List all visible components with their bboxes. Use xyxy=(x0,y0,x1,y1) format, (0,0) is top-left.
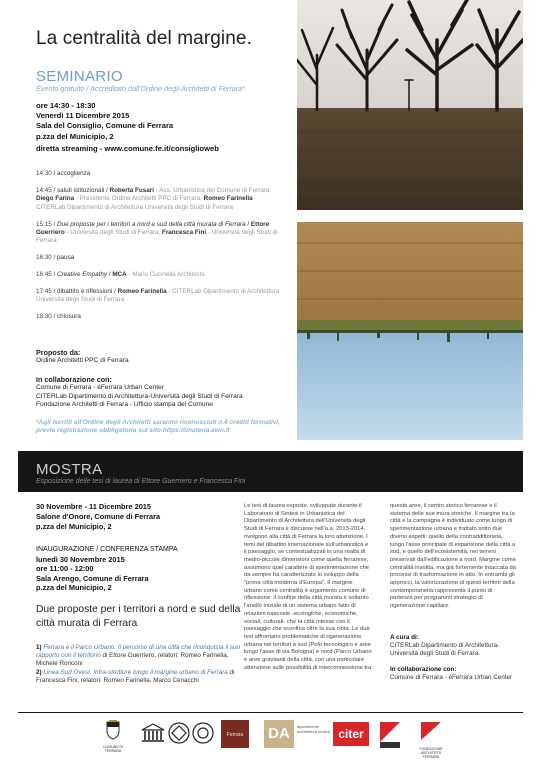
seminario-info xyxy=(36,101,173,142)
ordine-logo xyxy=(378,720,402,755)
program-item: 14:45 / saluti istituzionali / Roberta Fusari - Ass. Urbanistica del Comune di Ferrara, Diego Farina - Presidente Ordine Architetti PPC di Ferrara, Romeo Farinella - CITERLab Dipartimento di Architettura Università degli Studi di Ferrara xyxy=(36,186,272,211)
list-item: 1) Ferrara e il Parco Urbano. Il percorso di una città che riconquista il suo rapporto con il territorio di Ettore Guerriero, relatori: Romeo Farinella, Michele Ronconi xyxy=(36,644,241,668)
heritage-logo xyxy=(168,722,190,749)
da-logo: DA xyxy=(264,720,294,748)
crest-icon xyxy=(106,720,120,740)
proposto-block xyxy=(36,349,296,366)
logo-bar xyxy=(0,716,543,768)
seminario-date: Venerdì 11 Dicembre 2015 xyxy=(36,111,130,121)
ferrara-logo: Ferrara xyxy=(221,720,249,748)
program-item: 16:45 / Creative Empathy / MCA - Mario Cucinella Architects xyxy=(36,271,205,279)
citer-logo: citer xyxy=(333,722,369,746)
mostra-subtitle: Esposizione delle tesi di laurea di Ettore Guerriero e Francesca Fini xyxy=(36,478,246,485)
seminario-venue: Sala del Consiglio, Comune di Ferrara xyxy=(36,121,174,131)
list-item: 2) Linea Sud Ovest. Infra-strutture lungo il margine urbano di Ferrara di Francesca Fini, relatori: Romeo Farinella, Marco Cenacchi xyxy=(36,668,235,684)
program-item: 14:30 / accoglienza xyxy=(36,170,91,177)
mostra-heading: MOSTRA xyxy=(36,461,103,478)
description-column-1: Le tesi di laurea esposte, sviluppate durante il Laboratorio di Sintesi in Urbanistica del Dipartimento di Architettura dell'Università degli Studi di Ferrara e discusse nell'a.a. 2013-2014, rivolgono alla città di Ferrara la loro attenzione. I temi del dibattito internazionale sull'urbanistica e il paesaggio, se contestualizzati in una realtà di medio-piccole dimensioni come quella ferrarese, assumono quel carattere di sperimentazione che da sempre ha caratterizzato lo sviluppo della "prima città moderna d'Europa". Il margine urbano come centralità è argomento comune di riflessione: il confine della città murata è soltanto l'anello iniziale di un sistema urbano fatto di relazioni nascoste -ecologiche, economiche, sociali, culturali- che la città intesse con il paesaggio che sconfina oltre la sua cinta. Le due tesi affrontano problematiche di rigenerazione urbana nei territori a sud (Polo tecnologico e aree lungo l'asse di via Bologna) e nord (Parco Urbano e aree gravitanti della città, con una particolare attenzione sulle possibilità di interconnessione tra xyxy=(244,503,372,671)
comune-logo: COMUNE DI FERRARA xyxy=(98,720,128,753)
proposto-text: Ordine Architetti PPC di Ferrara xyxy=(36,357,129,365)
program-item: 17:45 / dibattito e riflessioni / Romeo Farinella - CITERLab Dipartimento di Architettura Università degli Studi di Ferrara xyxy=(36,288,280,304)
description-column-2: queste aree, il centro storico ferrarese e il sistema delle sue mura storiche. Il margine tra la città e la campagna è individuato come luogo di sperimentazione urbana e trattato sotto due diversi aspetti: quello della contraddittorietà, lungo l'asse principale di espansione della città a sud, e quello dell'ecosistemità, nei terreni preservati dall'edificazione a nord. Margine come centralità insolita, ma già fortemente intaccata da processi di trasformazione in atto. In entrambi gli approcci, la valorizzazione di questi territori della contemporaneità rappresenta il punto di partenza per programmi strategici di rigenerazione capillare. xyxy=(390,503,516,610)
trees-photo xyxy=(297,0,523,210)
cura-block: A cura di: CITERLab Dipartimento di Architettura-Università degli Studi di Ferrara. In collaborazione con: Comune di Ferrara - éFerrara Urban Center xyxy=(390,634,513,681)
site-logo xyxy=(192,722,214,749)
inauguration-block: INAUGURAZIONE / CONFERENZA STAMPA lunedì 30 Novembre 2015 ore 11:00 - 12:00 Sala Arengo, Comune di Ferrara p.zza del Municipio, 2 xyxy=(36,546,178,592)
credits-note: *Agli iscritti all'Ordine degli Architetti saranno riconosciuti n.4 crediti formativi, previa registrazione obbligatoria sul sito https://imateria.awn.it xyxy=(36,419,281,435)
inauguration-label: INAUGURAZIONE / CONFERENZA STAMPA xyxy=(36,546,178,553)
mostra-dates: 30 Novembre - 11 Dicembre 2015 Salone d'Onore, Comune di Ferrara p.zza del Municipio, 2 xyxy=(36,502,161,531)
seminario-heading: SEMINARIO xyxy=(36,68,123,85)
fondazione-logo: FONDAZIONE ARCHITETTI FERRARA xyxy=(418,720,444,759)
seminario-time: ore 14:30 - 18:30 xyxy=(36,101,96,110)
page-title: La centralità del margine. xyxy=(36,28,252,49)
collab-label: In collaborazione con: xyxy=(36,375,112,384)
collab-block: In collaborazione con: Comune di Ferrara - éFerrara Urban Center CITERLab Dipartimento di Architettura-Università degli Studi di Ferrara Fondazione Architetti di Ferrara - Ufficio stampa del Comune xyxy=(36,376,296,410)
proposto-label: Proposto da: xyxy=(36,348,81,357)
proposals-heading: Due proposte per i territori a nord e sud della città murata di Ferrara xyxy=(36,604,241,629)
program-list xyxy=(36,170,286,330)
program-item: 15:15 / Due proposte per i territori a nord e sud della città murata di Ferrara / Ettore Guerriero - Università degli Studi di Ferrara, Francesca Fini - Università degli Studi di Ferrara xyxy=(36,220,278,245)
streaming-link[interactable]: diretta streaming - www.comune.fe.it/consiglioweb xyxy=(36,144,219,153)
seminario-subtitle: Evento gratuito / Accreditato dall'Ordine degli Architetti di Ferrara* xyxy=(36,84,245,93)
program-item: 16:30 / pausa xyxy=(36,254,75,262)
seminario-address: p.zza del Municipio, 2 xyxy=(36,131,114,141)
dipartimento-label: dipartimento architettura ferrara xyxy=(297,724,330,734)
unesco-logo xyxy=(140,722,166,749)
landscape-photo xyxy=(297,222,523,440)
program-item: 18:30 / chiusura xyxy=(36,313,81,321)
thesis-list xyxy=(36,644,241,685)
